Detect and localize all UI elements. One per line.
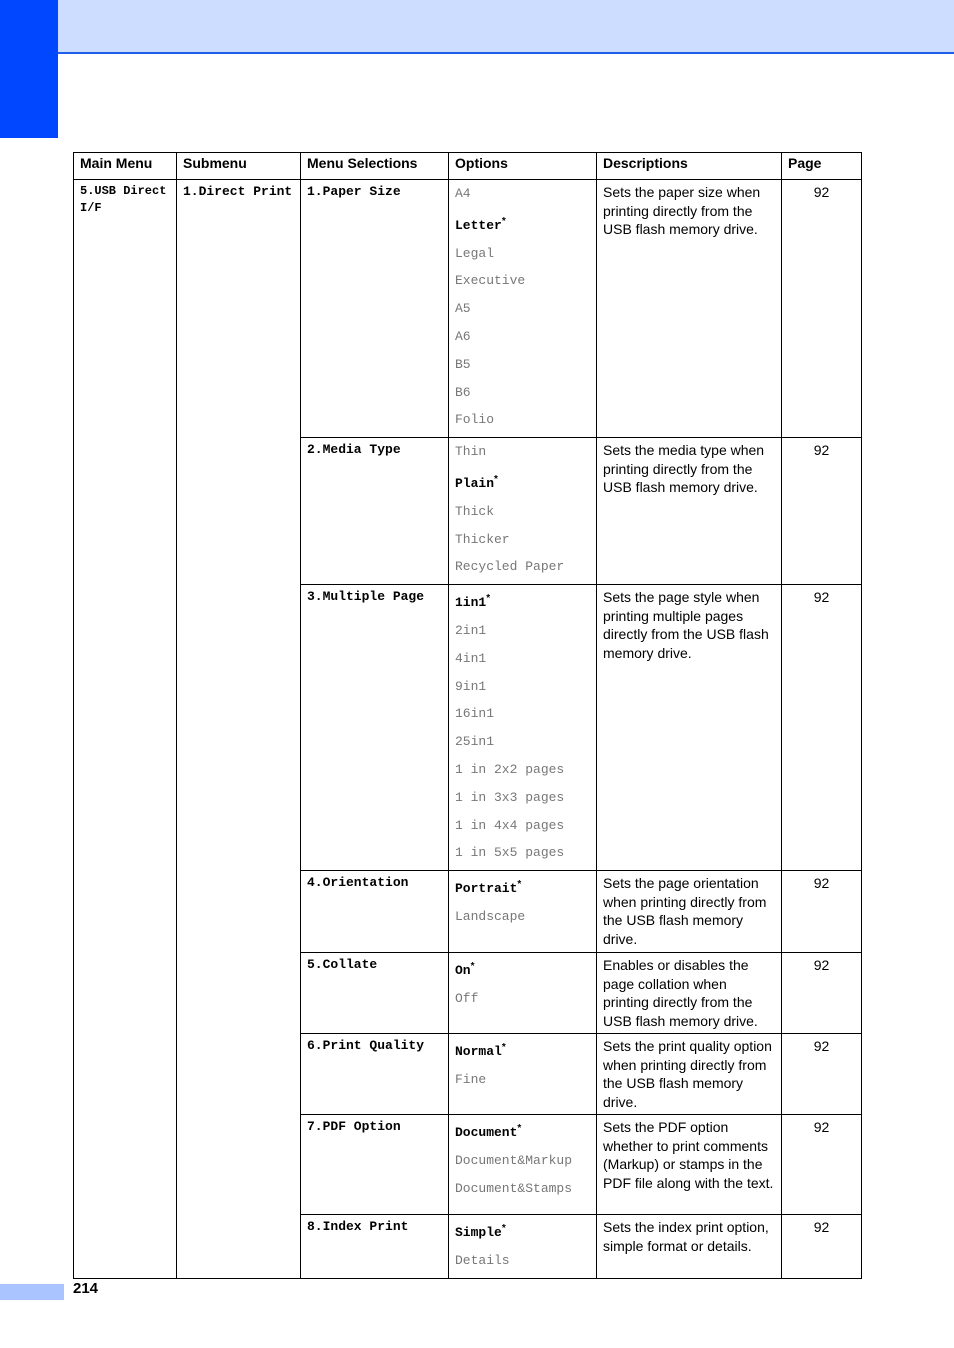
options-cell: [449, 180, 597, 438]
page-cell: 92: [782, 1034, 862, 1115]
option-item: [455, 839, 590, 867]
option-item: [455, 267, 590, 295]
options-cell: [449, 1034, 597, 1115]
option-label: 4in1: [455, 650, 487, 666]
header-band: [58, 0, 954, 54]
option-item: [455, 466, 590, 498]
option-item: [455, 1034, 590, 1066]
main-menu-cell: 5.USB Direct I/F: [74, 180, 177, 1279]
option-item: [455, 953, 590, 985]
option-item: [455, 700, 590, 728]
description-cell: Sets the paper size when printing directly from the USB flash memory drive.: [597, 180, 782, 438]
option-item: [455, 1215, 590, 1247]
options-cell: [449, 1215, 597, 1279]
option-label: A4: [455, 186, 471, 201]
page-cell: 92: [782, 871, 862, 953]
option-label: B6: [455, 384, 471, 400]
header-submenu: Submenu: [177, 153, 301, 180]
option-item: [455, 180, 590, 208]
option-label: 1in1: [455, 595, 487, 611]
option-label: Portrait: [455, 881, 518, 897]
options-cell: [449, 871, 597, 953]
option-label: Folio: [455, 412, 495, 428]
option-label: 9in1: [455, 678, 487, 694]
option-item: [455, 351, 590, 379]
option-label: Normal: [455, 1044, 502, 1060]
option-item: [455, 728, 590, 756]
option-label: Document: [455, 1125, 518, 1141]
option-label: Thin: [455, 444, 487, 460]
default-marker: *: [517, 879, 522, 891]
option-label: 1 in 2x2 pages: [455, 761, 565, 777]
menu-selection-cell: 6.Print Quality: [301, 1034, 449, 1115]
menu-selection-cell: 1.Paper Size: [301, 180, 449, 438]
option-item: [455, 1247, 590, 1275]
menu-table: [73, 152, 862, 1279]
page-cell: 92: [782, 1115, 862, 1215]
option-label: Letter: [455, 217, 502, 233]
option-item: [455, 295, 590, 323]
header-menu-selections: Menu Selections: [301, 153, 449, 180]
option-item: [455, 1147, 590, 1175]
option-item: [455, 1115, 590, 1147]
page-cell: 92: [782, 1215, 862, 1279]
option-label: A5: [455, 301, 471, 317]
default-marker: *: [501, 1042, 506, 1054]
description-cell: Sets the print quality option when printing directly from the USB flash memory drive.: [597, 1034, 782, 1115]
option-label: Thick: [455, 503, 495, 519]
option-item: [455, 756, 590, 784]
header-options: Options: [449, 153, 597, 180]
option-item: [455, 645, 590, 673]
description-cell: Sets the media type when printing directly from the USB flash memory drive.: [597, 438, 782, 585]
default-marker: *: [501, 215, 506, 227]
page-cell: 92: [782, 953, 862, 1034]
options-cell: [449, 1115, 597, 1215]
options-cell: [449, 585, 597, 871]
option-label: 1 in 4x4 pages: [455, 817, 565, 833]
option-label: 1 in 3x3 pages: [455, 789, 565, 805]
option-item: [455, 208, 590, 240]
option-item: [455, 323, 590, 351]
page-cell: 92: [782, 585, 862, 871]
default-marker: *: [517, 1123, 522, 1135]
description-cell: Sets the page style when printing multiple pages directly from the USB flash memory drive.: [597, 585, 782, 871]
option-item: [455, 406, 590, 434]
menu-selection-cell: 3.Multiple Page: [301, 585, 449, 871]
option-item: [455, 526, 590, 554]
description-cell: Sets the index print option, simple format or details.: [597, 1215, 782, 1279]
option-item: [455, 438, 590, 466]
option-label: Simple: [455, 1225, 502, 1241]
default-marker: *: [486, 593, 491, 605]
option-item: [455, 871, 590, 903]
option-label: Document&Stamps: [455, 1180, 573, 1196]
option-label: A6: [455, 328, 471, 344]
menu-selection-cell: 7.PDF Option: [301, 1115, 449, 1215]
description-cell: Enables or disables the page collation when printing directly from the USB flash memory drive.: [597, 953, 782, 1034]
header-row: [74, 153, 862, 180]
header-main-menu: Main Menu: [74, 153, 177, 180]
option-label: Plain: [455, 475, 495, 491]
option-label: 2in1: [455, 622, 487, 638]
option-label: 25in1: [455, 734, 495, 750]
option-label: 1 in 5x5 pages: [455, 845, 565, 861]
default-marker: *: [501, 1223, 506, 1235]
option-label: Off: [455, 990, 479, 1006]
description-cell: Sets the PDF option whether to print comments (Markup) or stamps in the PDF file along with the text.: [597, 1115, 782, 1215]
option-item: [455, 240, 590, 268]
description-cell: Sets the page orientation when printing directly from the USB flash memory drive.: [597, 871, 782, 953]
option-label: B5: [455, 356, 471, 372]
option-label: Executive: [455, 273, 526, 289]
menu-selection-cell: 8.Index Print: [301, 1215, 449, 1279]
option-label: 16in1: [455, 706, 495, 722]
option-label: Landscape: [455, 908, 526, 924]
option-item: [455, 673, 590, 701]
header-page: Page: [782, 153, 862, 180]
option-item: [455, 498, 590, 526]
option-label: Recycled Paper: [455, 559, 565, 575]
option-label: On: [455, 963, 471, 979]
option-item: [455, 1175, 590, 1203]
option-item: [455, 379, 590, 407]
page-number: 214: [73, 1280, 99, 1297]
option-item: [455, 585, 590, 617]
option-item: [455, 1066, 590, 1094]
submenu-cell: 1.Direct Print: [177, 180, 301, 1279]
option-label: Details: [455, 1252, 510, 1268]
option-item: [455, 784, 590, 812]
option-label: Thicker: [455, 531, 510, 547]
option-label: Document&Markup: [455, 1152, 573, 1168]
option-label: Fine: [455, 1071, 487, 1087]
option-item: [455, 553, 590, 581]
option-item: [455, 985, 590, 1013]
chapter-tab: [0, 0, 58, 138]
menu-selection-cell: 2.Media Type: [301, 438, 449, 585]
table-row: [74, 180, 862, 438]
options-cell: [449, 953, 597, 1034]
option-item: [455, 903, 590, 931]
menu-selection-cell: 4.Orientation: [301, 871, 449, 953]
option-label: Legal: [455, 245, 495, 261]
option-item: [455, 617, 590, 645]
header-descriptions: Descriptions: [597, 153, 782, 180]
menu-selection-cell: 5.Collate: [301, 953, 449, 1034]
default-marker: *: [470, 961, 475, 973]
option-item: [455, 812, 590, 840]
page-cell: 92: [782, 438, 862, 585]
default-marker: *: [494, 473, 498, 485]
page-cell: 92: [782, 180, 862, 438]
options-cell: [449, 438, 597, 585]
page-number-tab: [0, 1284, 64, 1300]
